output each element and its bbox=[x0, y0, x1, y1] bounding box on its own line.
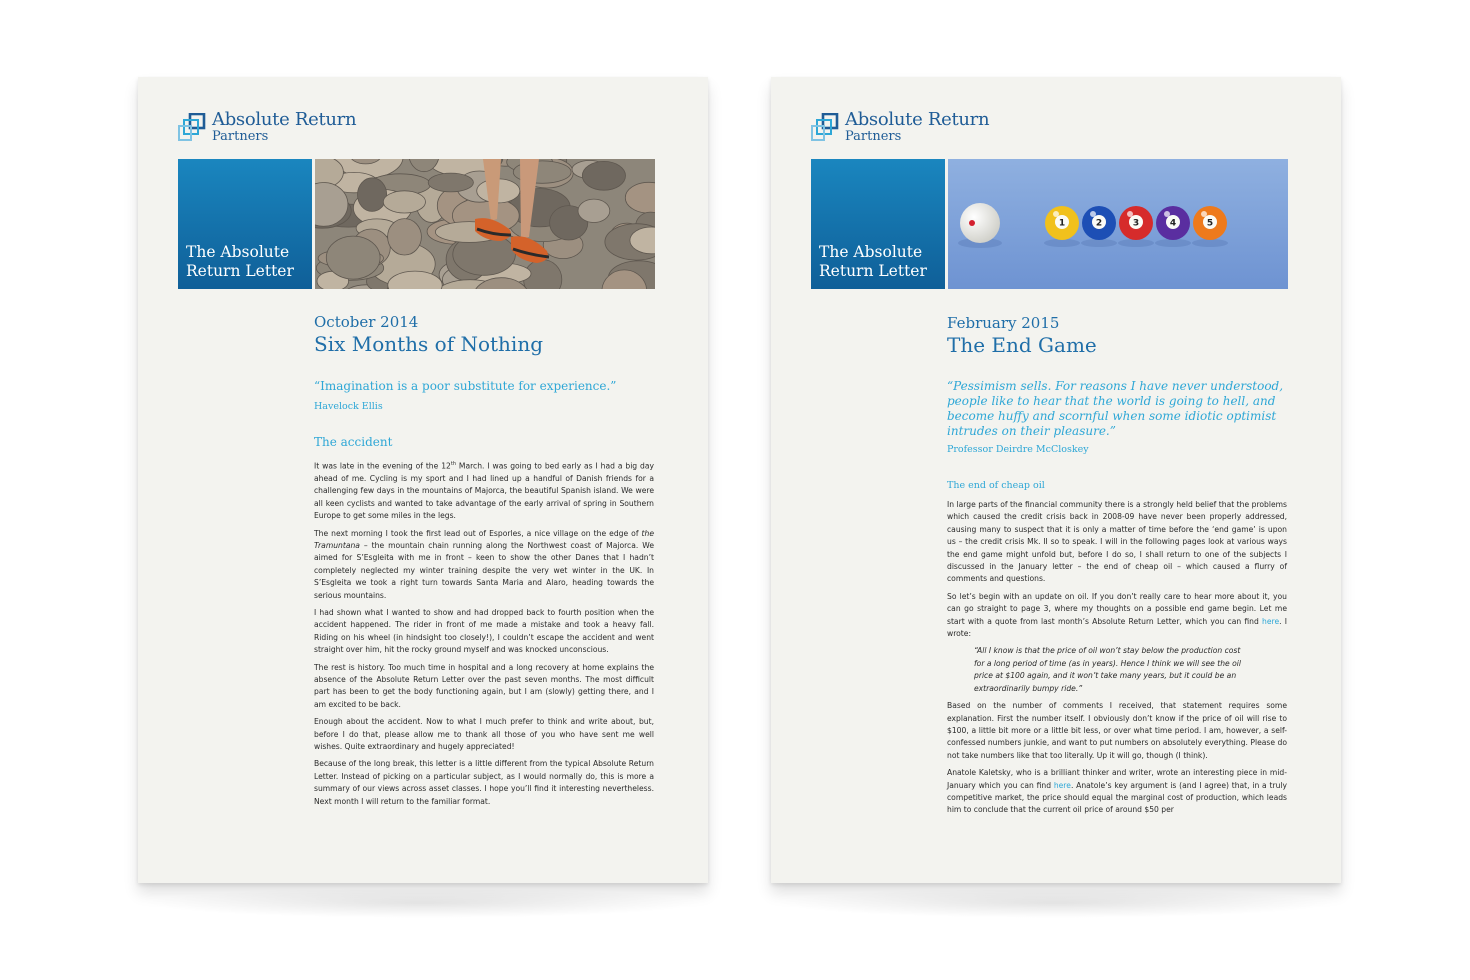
company-logo bbox=[811, 109, 1051, 145]
rock-shape bbox=[358, 178, 387, 212]
block-quote: “All I know is that the price of oil won’t stay below the production cost for a long period of time (as in years). Hence I think we will see the oil price at $100 again, and it won’t take many years, but it could be an extraordinarily bumpy ride.” bbox=[974, 646, 1241, 693]
banner-title bbox=[186, 243, 294, 281]
banner-title-line1: The Absolute bbox=[186, 243, 290, 261]
billiard-ball-number: 1 bbox=[1058, 218, 1066, 229]
paragraph: In large parts of the financial community there is a strongly held belief that the problems which caused the credit crisis back in 2008-09 have never been properly addressed, causing many to suspect that it is only a matter of time before the ‘end game’ is upon us – the credit crisis Mk. II so to speak. I will in the following pages look at various ways the end game might unfold but, before I do so, I shall return to one of the subjects I discussed in the January letter – the end of cheap oil – which caused a flurry of comments and questions. bbox=[947, 500, 1287, 584]
banner-title bbox=[819, 243, 927, 281]
letter-title: Six Months of Nothing bbox=[314, 332, 544, 356]
banner-title-line2: Return Letter bbox=[819, 262, 927, 280]
company-logo bbox=[178, 109, 418, 145]
page-shadow bbox=[143, 888, 703, 918]
paragraph: Enough about the accident. Now to what I much prefer to think and write about, but, before I do that, please allow me to thank all those of you who have sent me well wishes. Quite extraordinary and hugely appreciated! bbox=[314, 717, 654, 752]
letter-body bbox=[947, 499, 1287, 822]
banner-title-line1: The Absolute bbox=[819, 243, 923, 261]
epigraph-author: Havelock Ellis bbox=[314, 401, 383, 412]
letter-body bbox=[314, 458, 654, 813]
paragraph: It was late in the evening of the 12th March. I was going to bed early as I had a big day ahead of me. Cycling is my sport and I had lined up a handful of Danish friends for a challenging few days in the mountains of Majorca, the beautiful Spanish island. We were all keen cyclists and wanted to take advantage of the early arrival of spring in Southern Europe to get some miles in the legs. bbox=[314, 461, 654, 521]
billiard-ball-number: 4 bbox=[1169, 218, 1177, 229]
paragraph: So let’s begin with an update on oil. If you don’t really care to hear more about it, you can go straight to page 3, where my thoughts on a possible end game begin. Let me start with a quote from last month’s Absolute Return Letter, which you can find here. I wrote: bbox=[947, 591, 1287, 639]
letter-page-october-2014 bbox=[138, 77, 708, 883]
logo-subname: Partners bbox=[212, 129, 269, 144]
billiard-ball-number: 2 bbox=[1095, 218, 1103, 229]
issue-date: February 2015 bbox=[947, 314, 1060, 332]
logo-squares-icon bbox=[811, 113, 843, 143]
banner-label-box bbox=[178, 159, 312, 289]
epigraph-quote: “Imagination is a poor substitute for experience.” bbox=[314, 379, 617, 393]
epigraph-author: Professor Deirdre McCloskey bbox=[947, 444, 1089, 455]
paragraph: The next morning I took the first lead out of Esporles, a nice village on the edge of the Tramuntana – the mountain chain running along the Northwest coast of Majorca. We aimed for S’Esgleita with me in front – keen to show the other Danes that I hadn’t completely neglected my winter training despite the very wet winter in the UK. In S’Esgleita we took a right turn towards Santa Maria and Alaro, heading towards the serious mountains. bbox=[314, 528, 654, 600]
paragraph: I had shown what I wanted to show and had dropped back to fourth position when the accident happened. The rider in front of me made a mistake and took a heavy fall. Riding on his wheel (in hindsight too closely!), I couldn’t escape the accident and went straight over him, hit the rocky ground myself and was knocked unconscious. bbox=[314, 608, 654, 655]
rock-shape bbox=[428, 173, 473, 192]
section-heading: The accident bbox=[314, 435, 393, 449]
rock-shape bbox=[582, 161, 625, 190]
here-link[interactable]: here bbox=[1053, 780, 1071, 790]
letter-page-february-2015 bbox=[771, 77, 1341, 883]
logo-name: Absolute Return bbox=[845, 109, 990, 130]
here-link[interactable]: here bbox=[1262, 616, 1280, 626]
logo-squares-icon bbox=[178, 113, 210, 143]
cue-ball bbox=[960, 203, 1000, 243]
epigraph-quote: “Pessimism sells. For reasons I have never understood, people like to hear that the world is going to hell, and become huffy and scornful when some idiotic optimist intrudes on their pleasure.” bbox=[947, 379, 1284, 438]
banner-title-line2: Return Letter bbox=[186, 262, 294, 280]
billiard-ball-number: 5 bbox=[1206, 218, 1214, 229]
rock-shape bbox=[388, 219, 422, 255]
paragraph: The rest is history. Too much time in hospital and a long recovery at home explains the absence of the Absolute Return Letter over the past seven months. The most difficult part has been to get the body functioning again, but I am (slowly) getting there, and I am excited to be back. bbox=[314, 662, 654, 709]
rock-shape bbox=[326, 236, 380, 279]
logo-subname: Partners bbox=[845, 129, 902, 144]
rock-shape bbox=[383, 191, 425, 213]
banner-photo-rocks-sandals bbox=[315, 159, 655, 289]
page-shadow bbox=[776, 888, 1336, 918]
rock-shape bbox=[578, 199, 610, 222]
paragraph: Anatole Kaletsky, who is a brilliant thinker and writer, wrote an interesting piece in mid-January which you can find here. Anatole’s key argument is (and I agree) that, in a truly competitive market, the price should equal the marginal cost of production, which leads him to conclude that the current oil price of around $50 per bbox=[947, 768, 1287, 815]
billiard-ball-number: 3 bbox=[1132, 218, 1140, 229]
banner-photo-billiard-balls bbox=[948, 159, 1288, 289]
section-heading: The end of cheap oil bbox=[947, 480, 1045, 491]
issue-date: October 2014 bbox=[314, 313, 419, 331]
paragraph: Because of the long break, this letter is a little different from the typical Absolute Return Letter. Instead of picking on a particular subject, as I would normally do, this is more a summary of our views across asset classes. I hope you’ll find it interesting nevertheless. Next month I will return to the familiar format. bbox=[314, 759, 654, 806]
letter-title: The End Game bbox=[947, 333, 1097, 357]
logo-name: Absolute Return bbox=[212, 109, 357, 130]
banner-label-box bbox=[811, 159, 945, 289]
paragraph: Based on the number of comments I received, that statement requires some explanation. First the number itself. I obviously don’t know if the price of oil will rise to $100, a little bit more or a little bit less, or over what time period. I am, however, a self-confessed numbers junkie, and want to put numbers on absolutely everything. Please do not take numbers like that too literally. Up it will go, though (I think). bbox=[947, 701, 1287, 760]
